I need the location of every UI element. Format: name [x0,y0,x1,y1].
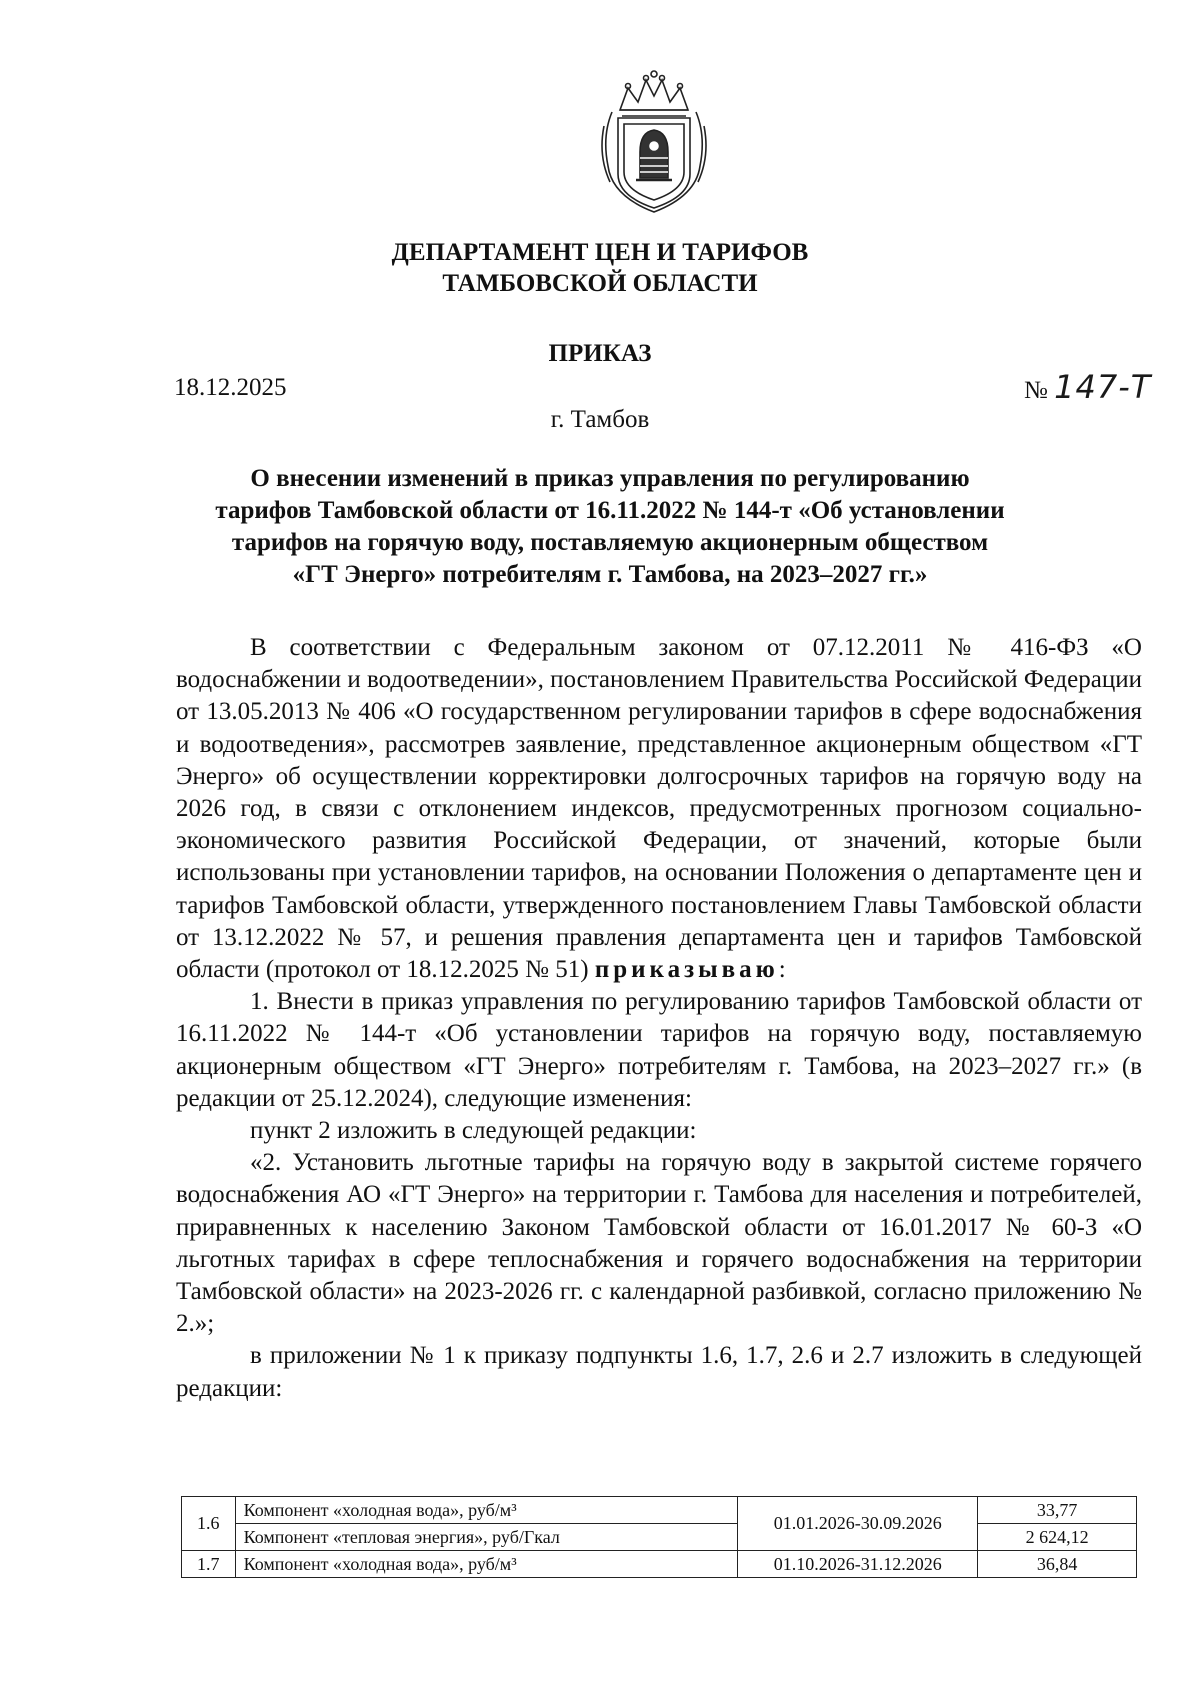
quoted-new-wording: «2. Установить льготные тарифы на горячую воду в закрытой системе горячего водоснабжения АО «ГТ Энерго» на территории г. Тамбова для населения и потребителей, приравненных к населению Законом Тамбовской области от 16.01.2017 № 60-З «О льготных тарифах в сфере теплоснабжения и горячего водоснабжения на территории Тамбовской области» на 2023-2026 гг. с календарной разбивкой, согласно приложению № 2.»; [176,1149,1142,1338]
subject-line: О внесении изменений в приказ управления по регулированию [250,465,970,492]
row-number: 1.6 [182,1497,236,1551]
order-number-handwritten: 147-Т [1054,368,1152,406]
order-body [176,632,1142,1405]
subject-line: тарифов на горячую воду, поставляемую акционерным обществом [231,529,989,556]
appendix-intro-paragraph: в приложении № 1 к приказу подпункты 1.6, 1.7, 2.6 и 2.7 изложить в следующей редакции: [176,1342,1142,1402]
command-suffix: : [778,956,786,984]
component-name: Компонент «тепловая энергия», руб/Гкал [235,1524,738,1551]
order-number-prefix: № [1024,377,1048,404]
table-row [182,1551,1137,1578]
period-cell: 01.10.2026-31.12.2026 [738,1551,978,1578]
command-word: приказываю [594,956,779,984]
subject-line: «ГТ Энерго» потребителям г. Тамбова, на 2023–2027 гг.» [292,561,928,588]
order-number [1024,368,1151,406]
order-date: 18.12.2025 [174,374,287,401]
tambov-coat-of-arms-icon [598,66,710,216]
period-cell: 01.01.2026-30.09.2026 [738,1497,978,1551]
tariff-value: 36,84 [978,1551,1137,1578]
document-type: ПРИКАЗ [548,340,652,367]
order-subject [200,463,1020,591]
preamble-paragraph [176,632,1142,986]
table-row [182,1497,1137,1524]
tariff-table [181,1496,1137,1578]
item-1-paragraph: 1. Внести в приказ управления по регулированию тарифов Тамбовской области от 16.11.2022 № 144-т «Об установлении тарифов на горячую воду, поставляемую акционерным обществом «ГТ Энерго» потребителям г. Тамбова, на 2023–2027 гг.» (в редакции от 25.12.2024), следующие изменения: [176,988,1142,1112]
row-number: 1.7 [182,1551,236,1578]
order-city: г. Тамбов [550,406,650,433]
department-name-line2: ТАМБОВСКОЙ ОБЛАСТИ [442,270,758,297]
table-row [182,1524,1137,1551]
department-name-line1: ДЕПАРТАМЕНТ ЦЕН И ТАРИФОВ [391,239,809,266]
component-name: Компонент «холодная вода», руб/м³ [235,1497,738,1524]
component-name: Компонент «холодная вода», руб/м³ [235,1551,738,1578]
tariff-value: 33,77 [978,1497,1137,1524]
tariff-value: 2 624,12 [978,1524,1137,1551]
item-1-subparagraph: пункт 2 изложить в следующей редакции: [250,1117,697,1145]
subject-line: тарифов Тамбовской области от 16.11.2022 № 144-т «Об установлении [215,497,1005,524]
preamble-text: В соответствии с Федеральным законом от 07.12.2011 № 416-ФЗ «О водоснабжении и водоотведении», постановлением Правительства Российской Федерации от 13.05.2013 № 406 «О государственном регулировании тарифов в сфере водоснабжения и водоотведения», рассмотрев заявление, представленное акционерным обществом «ГТ Энерго» об осуществлении корректировки долгосрочных тарифов на горячую воду на 2026 год, в связи с отклонением индексов, предусмотренных прогнозом социально-экономического развития Российской Федерации, от значений, которые были использованы при установлении тарифов, на основании Положения о департаменте цен и тарифов Тамбовской области, утвержденного постановлением Главы Тамбовской области от 13.12.2022 № 57, и решения правления департамента цен и тарифов Тамбовской области (протокол от 18.12.2025 № 51) [176,634,1142,984]
